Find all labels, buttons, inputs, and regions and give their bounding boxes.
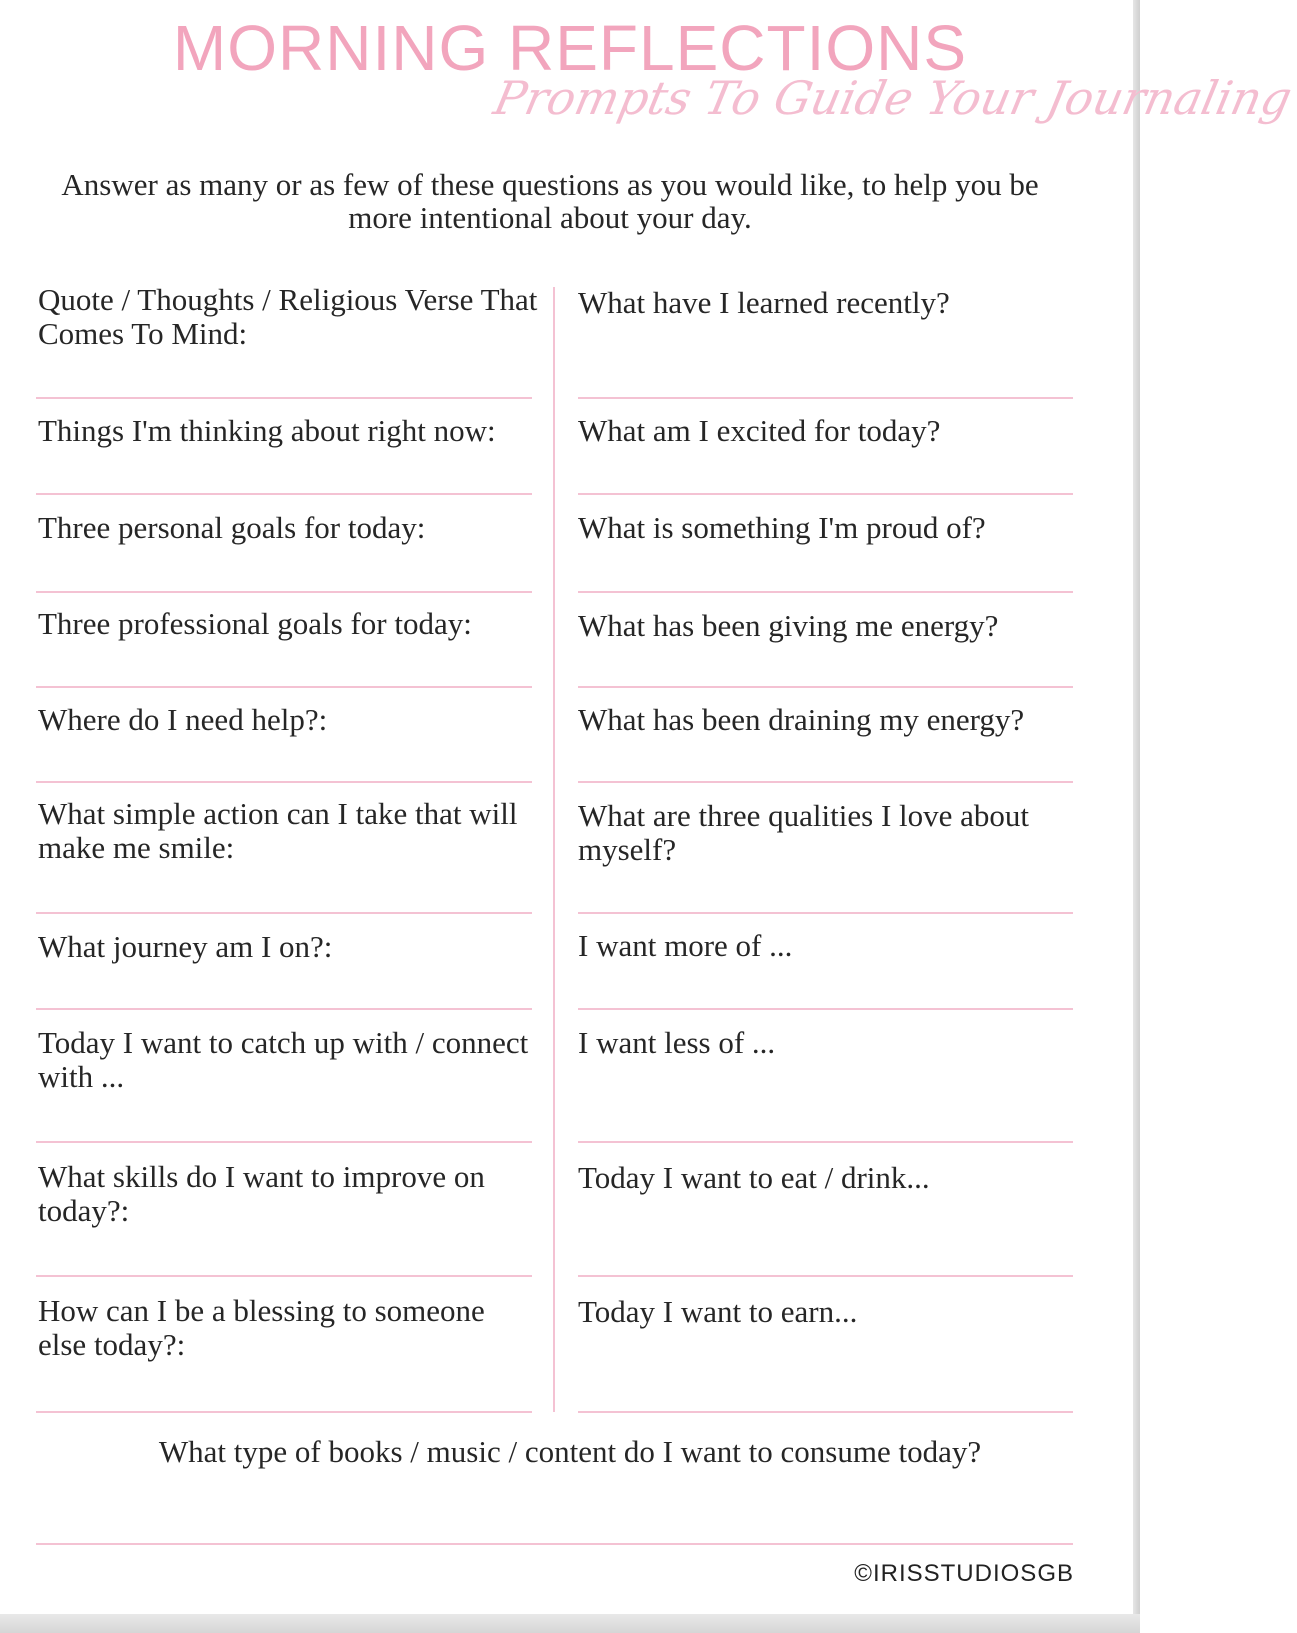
prompt-right-2: What am I excited for today?: [578, 413, 941, 448]
prompt-left-8: Today I want to catch up with / connect with ...: [38, 1025, 529, 1094]
prompt-left-6: What simple action can I take that will make me smile:: [38, 796, 518, 865]
answer-line: [36, 781, 532, 783]
answer-line: [578, 1275, 1073, 1277]
answer-line: [578, 912, 1073, 914]
answer-line: [578, 686, 1073, 688]
answer-line: [578, 1141, 1073, 1143]
intro-text: Answer as many or as few of these questions as you would like, to help you be more intentional about your day.: [61, 167, 1039, 235]
answer-line: [578, 493, 1073, 495]
answer-line: [36, 1008, 532, 1010]
column-divider: [553, 287, 555, 1412]
prompt-left-4: Three professional goals for today:: [38, 606, 472, 641]
page-edge-shadow-bottom: [0, 1614, 1140, 1633]
bottom-prompt: What type of books / music / content do I want to consume today?: [158, 1434, 982, 1469]
copyright-text: ©IRISSTUDIOSGB: [854, 1560, 1074, 1587]
prompt-right-7: I want more of ...: [578, 928, 793, 963]
prompt-right-8: I want less of ...: [578, 1025, 776, 1060]
answer-line: [36, 686, 532, 688]
prompt-right-1: What have I learned recently?: [578, 285, 950, 320]
answer-line: [578, 591, 1073, 593]
prompt-left-10: How can I be a blessing to someone else today?:: [38, 1293, 485, 1362]
answer-line: [36, 493, 532, 495]
prompt-right-4: What has been giving me energy?: [578, 608, 999, 643]
answer-line: [578, 397, 1073, 399]
answer-line: [36, 1411, 532, 1413]
page-edge-shadow-right: [1133, 0, 1140, 1633]
prompt-right-6: What are three qualities I love about myself?: [578, 798, 1030, 867]
page-subtitle: Prompts To Guide Your Journaling: [489, 71, 1297, 125]
answer-line: [36, 1543, 1073, 1545]
answer-line: [36, 591, 532, 593]
prompt-left-2: Things I'm thinking about right now:: [38, 413, 496, 448]
answer-line: [36, 397, 532, 399]
prompt-right-3: What is something I'm proud of?: [578, 510, 986, 545]
answer-line: [578, 1411, 1073, 1413]
prompt-right-9: Today I want to eat / drink...: [578, 1160, 930, 1195]
prompt-left-7: What journey am I on?:: [38, 929, 333, 964]
prompt-left-3: Three personal goals for today:: [38, 510, 426, 545]
prompt-left-9: What skills do I want to improve on today?:: [38, 1159, 485, 1228]
prompt-left-5: Where do I need help?:: [38, 702, 328, 737]
answer-line: [36, 1141, 532, 1143]
answer-line: [36, 912, 532, 914]
answer-line: [578, 1008, 1073, 1010]
prompt-right-5: What has been draining my energy?: [578, 702, 1025, 737]
answer-line: [36, 1275, 532, 1277]
prompt-right-10: Today I want to earn...: [578, 1294, 858, 1329]
page-title: MORNING REFLECTIONS: [172, 12, 968, 84]
answer-line: [578, 781, 1073, 783]
prompt-left-1: Quote / Thoughts / Religious Verse That Comes To Mind:: [38, 282, 538, 351]
